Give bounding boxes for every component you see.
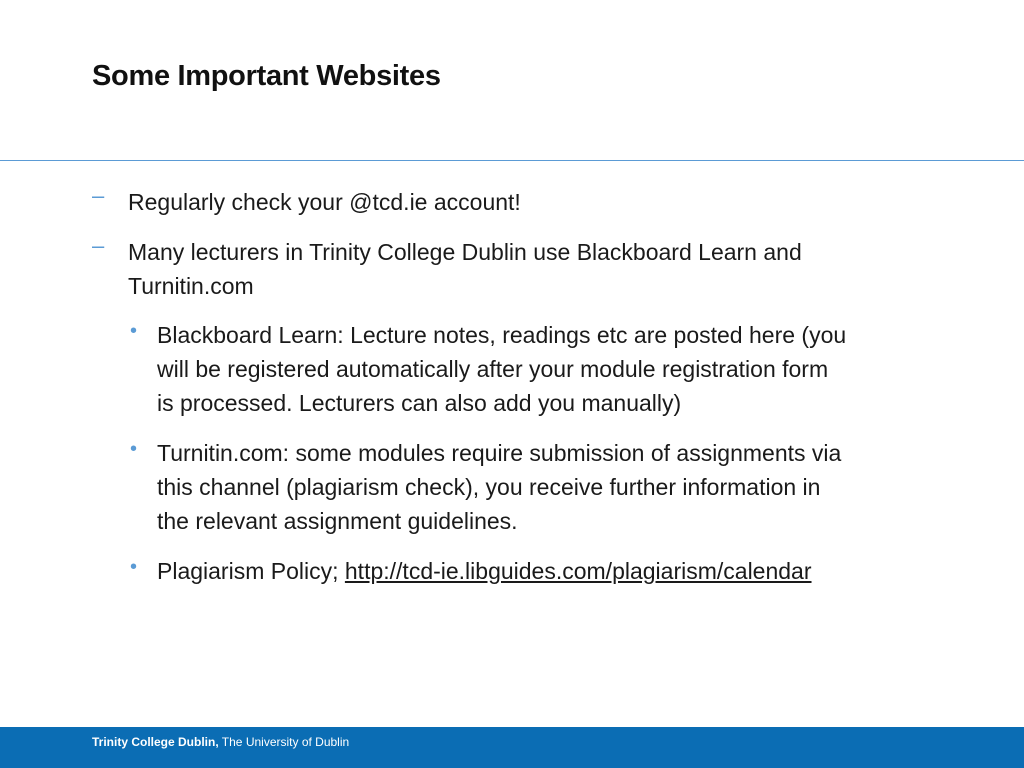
bullet-2-line-2: Turnitin.com bbox=[128, 273, 254, 299]
subbullet-1-line-3: is processed. Lecturers can also add you manually) bbox=[157, 390, 682, 416]
slide-title: Some Important Websites bbox=[92, 60, 441, 92]
subbullet-2-line-1: Turnitin.com: some modules require submission of assignments via bbox=[157, 440, 842, 466]
subbullet-2-line-2: this channel (plagiarism check), you receive further information in bbox=[157, 474, 821, 500]
bullet-marker-sub-1: • bbox=[130, 320, 138, 342]
subbullet-3 bbox=[157, 554, 957, 588]
title-divider bbox=[0, 160, 1024, 161]
bullet-1-line-1: Regularly check your @tcd.ie account! bbox=[128, 189, 521, 215]
subbullet-1-line-1: Blackboard Learn: Lecture notes, readings etc are posted here (you bbox=[157, 322, 847, 348]
footer-university: The University of Dublin bbox=[218, 735, 350, 749]
bullet-2 bbox=[128, 235, 928, 303]
footer-institution: Trinity College Dublin, bbox=[92, 735, 219, 749]
bullet-1 bbox=[128, 185, 928, 219]
plagiarism-policy-link[interactable]: http://tcd-ie.libguides.com/plagiarism/calendar bbox=[344, 558, 812, 584]
footer-bar bbox=[0, 727, 1024, 768]
subbullet-1-line-2: will be registered automatically after your module registration form bbox=[157, 356, 829, 382]
bullet-marker-sub-2: • bbox=[130, 438, 138, 460]
subbullet-1 bbox=[157, 318, 957, 420]
bullet-marker-sub-3: • bbox=[130, 556, 138, 578]
dash-marker-2: – bbox=[92, 233, 105, 258]
footer-text bbox=[92, 735, 349, 749]
subbullet-2-line-3: the relevant assignment guidelines. bbox=[157, 508, 518, 534]
plagiarism-policy-label: Plagiarism Policy; bbox=[157, 558, 345, 584]
subbullet-2 bbox=[157, 436, 957, 538]
dash-marker-1: – bbox=[92, 183, 105, 208]
bullet-2-line-1: Many lecturers in Trinity College Dublin use Blackboard Learn and bbox=[128, 239, 802, 265]
